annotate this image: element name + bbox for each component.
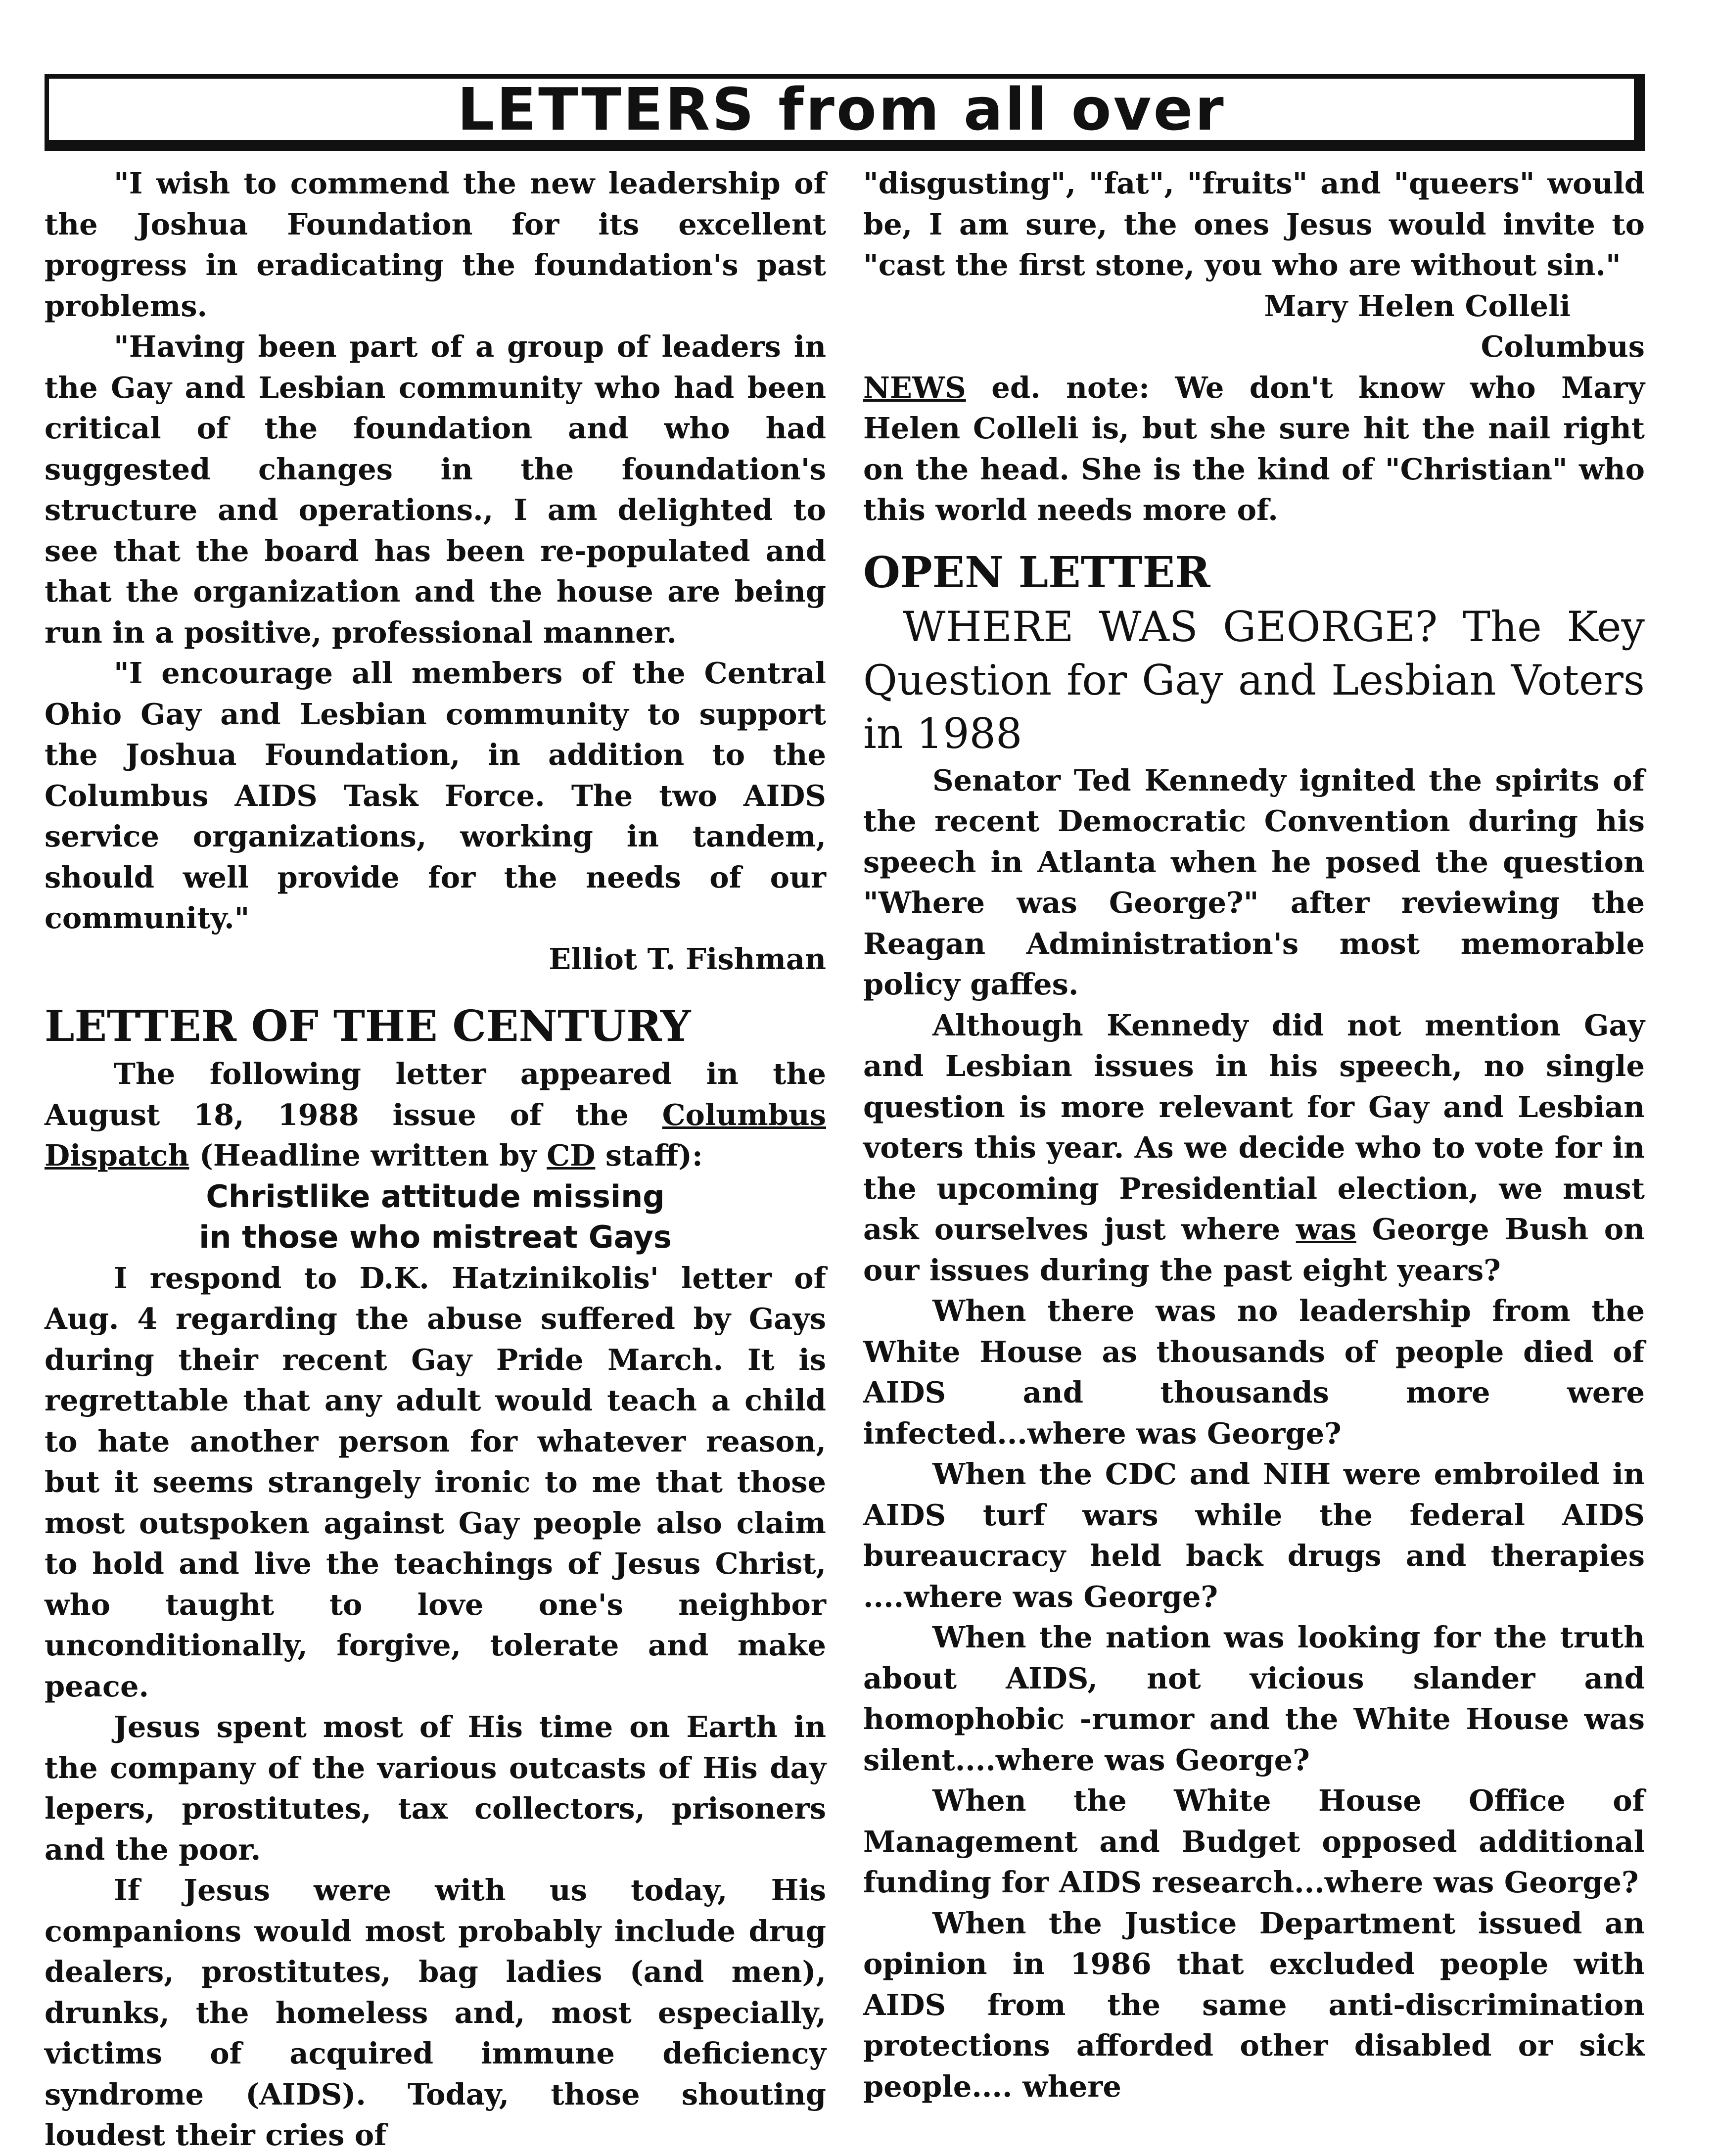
headline-line: Christlike attitude missing [206,1178,665,1215]
letter-paragraph: "disgusting", "fat", "fruits" and "queers" would be, I am sure, the ones Jesus would invite to "cast the first stone, you who are without sin." [863,166,1645,282]
letter-paragraph: When the Justice Department issued an opinion in 1986 that excluded people with AIDS from the same anti-discrimination protections afforded other disabled or sick people.... where [863,1906,1645,2104]
left-column [45,163,826,2156]
letter-paragraph: When the nation was looking for the truth about AIDS, not vicious slander and homophobic -rumor and the White House was silent....where was George? [863,1620,1645,1777]
paragraph-text: Although Kennedy did not mention Gay and Lesbian issues in his speech, no single question is more relevant for Gay and Lesbian voters this year. As we decide who to vote for in the upcoming Presidential election, we must ask ourselves just where [863,1008,1645,1246]
letter-paragraph: "I wish to commend the new leadership of the Joshua Foundation for its excellent progress in eradicating the foundation's past problems. [45,166,826,323]
intro-text: The following letter appeared in the August 18, 1988 issue of the [45,1057,826,1132]
letter-paragraph: "I encourage all members of the Central Ohio Gay and Lesbian community to support the Joshua Foundation, in addition to the Columbus AIDS Task Force. The two AIDS service organizations, working in tandem, should well provide for the needs of our community." [45,656,826,935]
editor-note-text: ed. note: We don't know who Mary Helen Colleli is, but she sure hit the nail right on the head. She is the kind of "Christian" who this world needs more of. [863,370,1645,527]
open-letter-subheading [863,600,1645,760]
letter-signature: Mary Helen Colleli [1264,288,1571,323]
news-label: NEWS [863,370,966,405]
letter-paragraph: When the CDC and NIH were embroiled in AIDS turf wars while the federal AIDS bureaucracy held back drugs and therapies ....where was George? [863,1457,1645,1614]
newspaper-name: Columbus Dispatch [45,1097,826,1172]
letter-paragraph: When the White House Office of Management and Budget opposed additional funding for AIDS research...where was George? [863,1783,1645,1899]
page-title: LETTERS from all over [457,75,1226,143]
letter-fishman [45,163,826,980]
subheading-line: Question for Gay and Lesbian Voters in 1988 [863,656,1645,758]
letter-paragraph [863,1005,1645,1291]
letter-city: Columbus [1481,329,1645,364]
intro-text: staff): [605,1138,703,1172]
subheading-line: WHERE WAS GEORGE? The Key [903,602,1645,651]
letter-paragraph: When there was no leadership from the White House as thousands of people died of AIDS and thousands more were infected...where was George? [863,1294,1645,1451]
letter-headline [45,1176,826,1258]
right-column [863,163,1645,2107]
emphasized-word: was [1296,1212,1356,1246]
letter-paragraph: Jesus spent most of His time on Earth in the company of the various outcasts of His day lepers, prostitutes, tax collectors, prisoners and the poor. [45,1710,826,1867]
cd-abbreviation: CD [547,1138,596,1172]
letter-paragraph: If Jesus were with us today, His companions would most probably include drug dealers, prostitutes, bag ladies (and men), drunks, the homeless and, most especially, victims of acquired immune deficiency syndrome (AIDS). Today, those shouting loudest their cries of [45,1873,826,2152]
masthead-box [45,74,1645,151]
section-heading-century: LETTER OF THE CENTURY [45,1001,691,1051]
letter-signature: Elliot T. Fishman [549,941,826,976]
letter-paragraph: I respond to D.K. Hatzinikolis' letter of Aug. 4 regarding the abuse suffered by Gays during their recent Gay Pride March. It is regrettable that any adult would teach a child to hate another person for whatever reason, but it seems strangely ironic to me that those most outspoken against Gay people also claim to hold and live the teachings of Jesus Christ, who taught to love one's neighbor unconditionally, forgive, tolerate and make peace. [45,1261,826,1703]
paragraph-text: George Bush on our issues during the past eight years? [863,1212,1645,1287]
intro-text: (Headline written by [199,1138,537,1172]
headline-line: in those who mistreat Gays [199,1219,672,1255]
century-intro [45,1054,826,1176]
letter-paragraph: Senator Ted Kennedy ignited the spirits of the recent Democratic Convention during his speech in Atlanta when he posed the question "Where was George?" after reviewing the Reagan Administration's most memorable policy gaffes. [863,763,1645,1001]
letter-paragraph: "Having been part of a group of leaders in the Gay and Lesbian community who had been critical of the foundation and who had suggested changes in the foundation's structure and operations., I am delighted to see that the board has been re-populated and that the organization and the house are being run in a positive, professional manner. [45,329,826,650]
section-heading-open-letter: OPEN LETTER [863,547,1210,598]
editor-note [863,368,1645,531]
